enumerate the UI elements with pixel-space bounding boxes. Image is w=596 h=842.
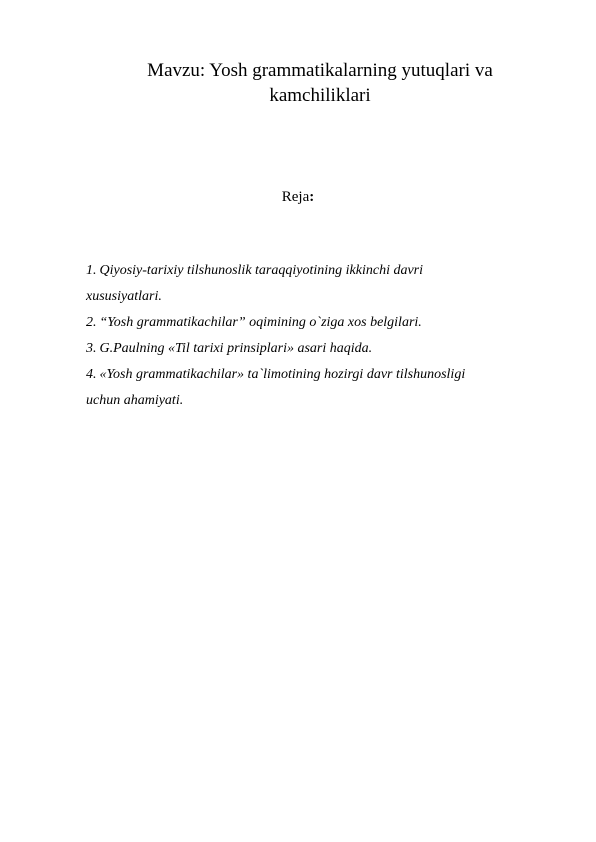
document-title	[90, 58, 550, 108]
title-line-2: kamchiliklari	[269, 85, 371, 106]
plan-heading	[0, 187, 596, 207]
plan-item-4	[86, 362, 526, 414]
plan-item-4-line-2: uchun ahamiyati.	[86, 393, 184, 408]
plan-item-1-line-2: xususiyatlari.	[86, 289, 162, 304]
plan-colon: :	[309, 189, 315, 205]
plan-item-1-text-1: Qiyosiy-tarixiy tilshunoslik taraqqiyotining ikkinchi davri	[99, 263, 424, 278]
plan-item-2-line-1	[86, 310, 526, 336]
plan-label: Reja	[281, 189, 310, 205]
plan-item-4-line-1	[86, 362, 526, 388]
plan-item-3	[86, 336, 526, 362]
title-line-1: Mavzu: Yosh grammatikalarning yutuqlari va	[147, 60, 493, 81]
plan-item-4-text-1: «Yosh grammatikachilar» ta`limotining hozirgi davr tilshunosligi	[99, 367, 466, 382]
plan-item-4-number: 4.	[86, 367, 97, 382]
plan-item-1	[86, 258, 526, 310]
plan-item-3-number: 3.	[86, 341, 97, 356]
plan-item-1-line-1	[86, 258, 526, 284]
plan-item-1-number: 1.	[86, 263, 97, 278]
plan-item-2-text-1: “Yosh grammatikachilar” oqimining o`ziga xos belgilari.	[99, 315, 422, 330]
plan-item-3-text-1: G.Paulning «Til tarixi prinsiplari» asari haqida.	[99, 341, 373, 356]
plan-list	[86, 258, 526, 414]
plan-item-2	[86, 310, 526, 336]
plan-item-3-line-1	[86, 336, 526, 362]
plan-item-2-number: 2.	[86, 315, 97, 330]
